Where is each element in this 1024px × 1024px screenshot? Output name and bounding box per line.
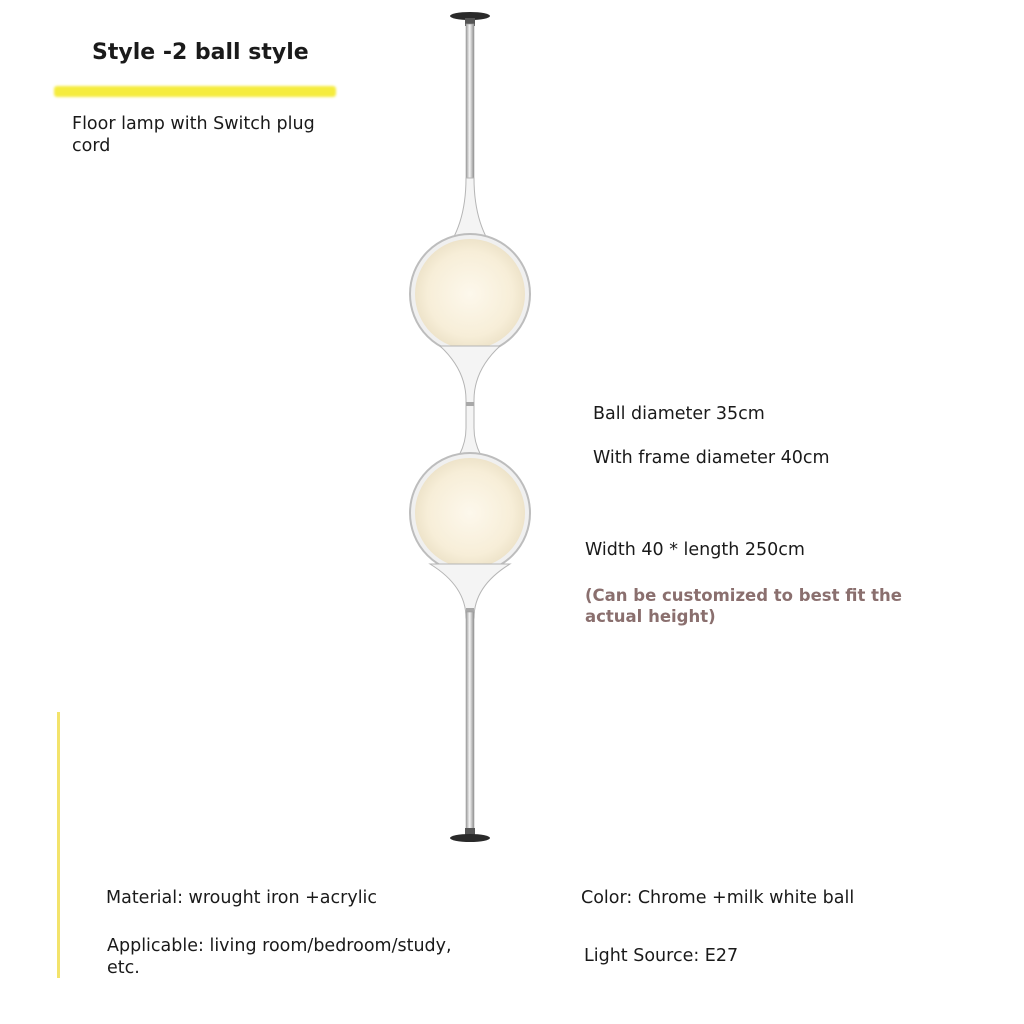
light-source-spec: Light Source: E27: [584, 946, 739, 966]
applicable-spec: Applicable: living room/bedroom/study, etc.: [107, 936, 452, 978]
ball-diameter-spec: Ball diameter 35cm: [593, 404, 765, 424]
dimensions-spec: Width 40 * length 250cm: [585, 540, 805, 560]
lamp-illustration: [400, 8, 540, 848]
yellow-vertical-accent: [57, 712, 60, 978]
material-spec: Material: wrought iron +acrylic: [106, 888, 378, 908]
page-title: Style -2 ball style: [92, 40, 309, 65]
lower-pole: [466, 612, 474, 832]
color-spec: Color: Chrome +milk white ball: [581, 888, 855, 908]
frame-diameter-spec: With frame diameter 40cm: [593, 448, 830, 468]
base-cap: [450, 834, 490, 842]
title-highlight-bar: [54, 86, 336, 97]
customization-note: (Can be customized to best fit the actual height): [585, 586, 902, 626]
globe-2: [415, 458, 525, 568]
lower-joint-ring: [466, 608, 474, 612]
product-subtitle: Floor lamp with Switch plug cord: [72, 114, 315, 156]
globe-1: [415, 239, 525, 349]
middle-joint-ring: [466, 402, 474, 406]
